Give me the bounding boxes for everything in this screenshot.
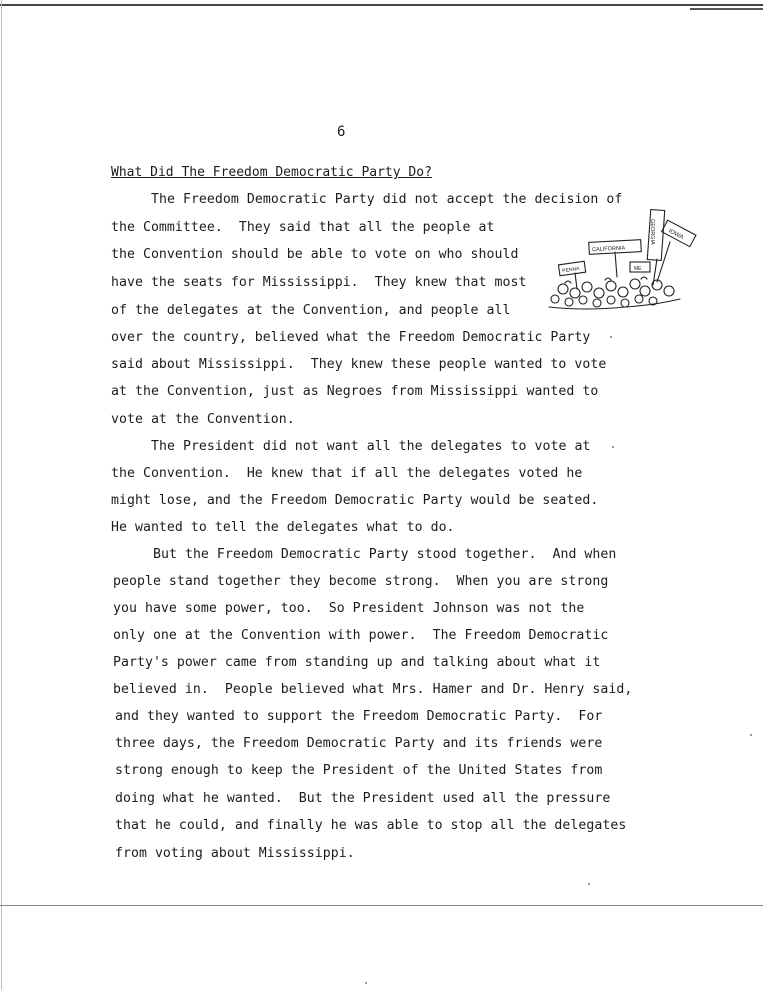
page-number: 6 <box>337 124 346 140</box>
scan-speck <box>365 982 367 984</box>
text-line: strong enough to keep the President of the United States from <box>115 763 603 778</box>
convention-crowd-illustration <box>545 207 700 312</box>
text-line: you have some power, too. So President Johnson was not the <box>113 601 585 616</box>
scan-top-border-mark <box>690 8 763 10</box>
text-line: the Convention should be able to vote on who should <box>111 247 519 262</box>
text-line: and they wanted to support the Freedom Democratic Party. For <box>115 709 603 724</box>
sign-label: GEORGIA <box>649 219 655 245</box>
text-line: He wanted to tell the delegates what to do. <box>111 520 455 535</box>
sign-label: ME <box>634 266 642 272</box>
text-line: that he could, and finally he was able to stop all the delegates <box>115 818 627 833</box>
sign-label: PENNA <box>561 266 580 275</box>
section-heading: What Did The Freedom Democratic Party Do? <box>111 165 432 180</box>
scan-speck <box>612 446 614 448</box>
scan-speck <box>610 336 612 338</box>
text-line: three days, the Freedom Democratic Party and its friends were <box>115 736 603 751</box>
text-line: from voting about Mississippi. <box>115 846 355 861</box>
text-line: over the country, believed what the Freedom Democratic Party <box>111 330 591 345</box>
text-line: Party's power came from standing up and talking about what it <box>113 655 601 670</box>
scan-speck <box>750 734 752 736</box>
text-line: people stand together they become strong. When you are strong <box>113 574 609 589</box>
sign-label: CALIFORNIA <box>591 245 626 254</box>
text-line: vote at the Convention. <box>111 412 295 427</box>
text-line: said about Mississippi. They knew these people wanted to vote <box>111 357 607 372</box>
scan-top-border <box>0 4 763 6</box>
text-line: doing what he wanted. But the President used all the pressure <box>115 791 611 806</box>
sign-pole <box>615 252 617 277</box>
text-line: at the Convention, just as Negroes from Mississippi wanted to <box>111 384 599 399</box>
text-line: believed in. People believed what Mrs. Hamer and Dr. Henry said, <box>113 682 633 697</box>
text-line: the Convention. He knew that if all the delegates voted he <box>111 466 583 481</box>
scan-speck <box>588 883 590 885</box>
text-line: have the seats for Mississippi. They knew that most <box>111 275 527 290</box>
crowd <box>549 277 680 309</box>
scan-left-edge <box>1 0 2 990</box>
sign-label: IOWA <box>667 228 685 242</box>
text-line: the Committee. They said that all the people at <box>111 220 495 235</box>
text-line: might lose, and the Freedom Democratic Party would be seated. <box>111 493 599 508</box>
text-line: only one at the Convention with power. The Freedom Democratic <box>113 628 609 643</box>
text-line: of the delegates at the Convention, and people all <box>111 303 511 318</box>
text-line: The President did not want all the delegates to vote at <box>151 439 591 454</box>
text-line: The Freedom Democratic Party did not accept the decision of <box>151 192 623 207</box>
text-line: But the Freedom Democratic Party stood together. And when <box>153 547 617 562</box>
sign-pole <box>575 273 577 289</box>
sign-pole <box>657 242 670 282</box>
scan-bottom-border <box>0 905 763 906</box>
